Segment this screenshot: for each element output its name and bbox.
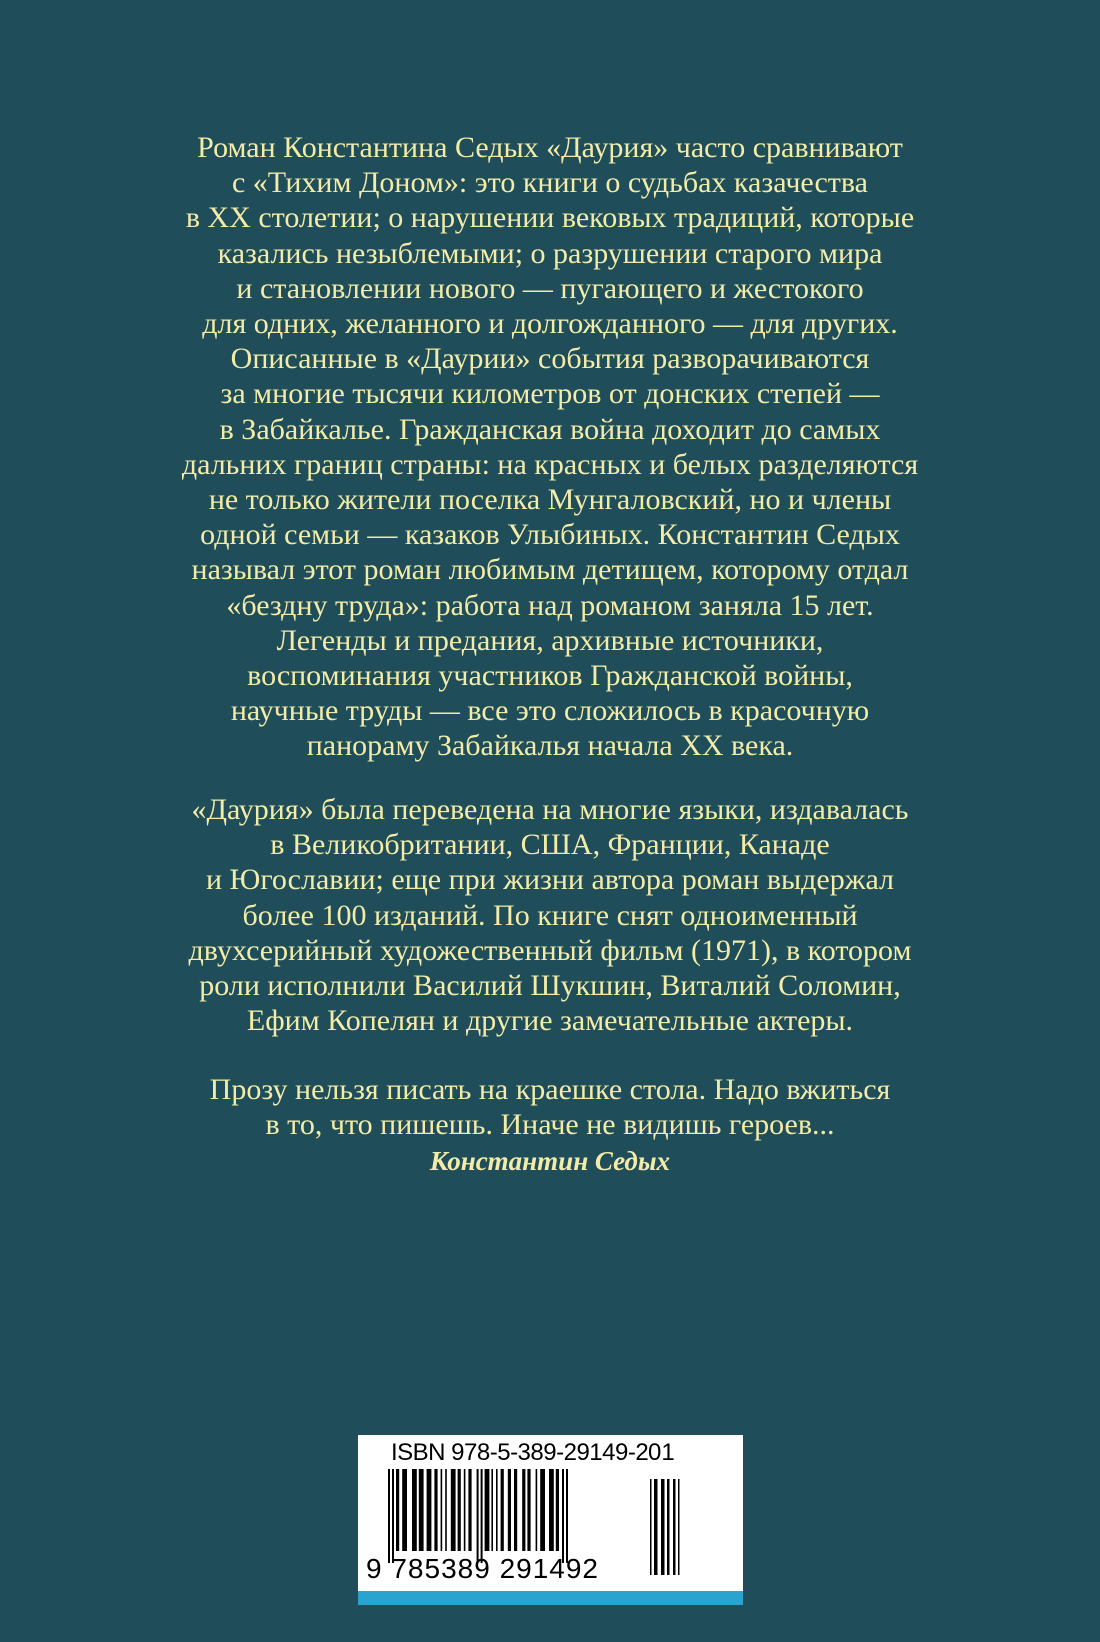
barcode-bar [661, 1479, 665, 1575]
barcode-bar [441, 1469, 443, 1551]
barcode-bar [477, 1469, 479, 1563]
text-line: одной семьи — казаков Улыбиных. Константин Седых [200, 518, 900, 552]
barcode-bar [412, 1469, 417, 1551]
text-line: для одних, желанного и долгожданного — для других. [202, 307, 898, 341]
barcode-bar [481, 1469, 483, 1563]
text-line: с «Тихим Доном»: это книги о судьбах казачества [231, 166, 868, 200]
quote-line: в то, что пишешь. Иначе не видишь героев... [265, 1108, 835, 1142]
barcode-bar [667, 1479, 670, 1575]
barcode-bar [654, 1479, 658, 1575]
text-line: воспоминания участников Гражданской войны, [247, 659, 853, 693]
barcode-bar [508, 1469, 511, 1551]
isbn-label: ISBN 978-5-389-29149-2 [391, 1439, 649, 1466]
author-quote [90, 1072, 1010, 1180]
barcode-bar [396, 1469, 399, 1551]
isbn-barcode [358, 1435, 743, 1605]
barcode-bar [491, 1469, 493, 1551]
text-line: называл этот роман любимым детищем, которому отдал [191, 553, 909, 587]
barcode-bar [468, 1469, 471, 1551]
text-line: в XX столетии; о нарушении вековых традиций, которые [185, 201, 915, 235]
barcode-bar [445, 1469, 447, 1551]
barcode-addon-label: 01 [648, 1439, 675, 1466]
barcode-bar [673, 1479, 676, 1575]
text-line: за многие тысячи километров от донских степей — [220, 377, 880, 411]
text-line: дальних границ страны: на красных и белых разделяются [181, 447, 919, 481]
text-line: Роман Константина Седых «Даурия» часто сравнивают [197, 131, 903, 164]
barcode-bar [496, 1469, 498, 1551]
barcode-bar [527, 1469, 530, 1551]
quote-line: Прозу нельзя писать на краешке стола. Надо вжиться [209, 1073, 891, 1106]
barcode-color-strip [358, 1591, 743, 1605]
text-line: и Югославии; еще при жизни автора роман выдержал [205, 863, 894, 897]
text-line: Ефим Копелян и другие замечательные актеры. [246, 1004, 854, 1038]
text-line: и становлении нового — пугающего и жестокого [236, 271, 864, 305]
barcode-bar [458, 1469, 461, 1551]
text-line: более 100 изданий. По книге снят одноименный [242, 898, 858, 932]
barcode-bar [540, 1469, 545, 1551]
annotation-paragraph-1 [90, 130, 1010, 764]
barcode-bar [434, 1469, 437, 1551]
text-line: роли исполнили Василий Шукшин, Виталий Соломин, [199, 969, 901, 1003]
ean-digits: 9 785389 291492 [366, 1553, 599, 1584]
barcode-bar [536, 1469, 538, 1551]
text-line: в Великобритании, США, Франции, Канаде [270, 828, 830, 862]
barcode-bar [419, 1469, 424, 1551]
barcode-bar [402, 1469, 407, 1551]
barcode-bar [650, 1479, 652, 1575]
annotation-paragraph-2 [90, 792, 1010, 1038]
barcode-bar [451, 1469, 456, 1551]
barcode-bar [566, 1469, 568, 1563]
barcode-bar [485, 1469, 490, 1551]
text-line: казались незыблемыми; о разрушении старого мира [217, 236, 883, 270]
barcode-bar [392, 1469, 394, 1563]
barcode-bar [427, 1469, 432, 1551]
barcode-bar [562, 1469, 564, 1563]
barcode-bar [522, 1469, 525, 1551]
text-line: панораму Забайкалья начала XX века. [306, 729, 794, 763]
text-line: научные труды — все это сложилось в красочную [230, 694, 870, 728]
barcode-bar [678, 1479, 680, 1575]
text-line: не только жители поселка Мунгаловский, но и члены [208, 483, 892, 517]
text-line: Легенды и предания, архивные источники, [276, 623, 824, 657]
barcode-bar [556, 1469, 559, 1551]
text-line: «бездну труда»: работа над романом заняла 15 лет. [226, 588, 874, 622]
barcode-bar [514, 1469, 517, 1551]
quote-author: Константин Седых [429, 1146, 671, 1177]
text-line: «Даурия» была переведена на многие языки, издавалась [191, 793, 909, 826]
barcode-bar [501, 1469, 504, 1551]
barcode-bar [549, 1469, 554, 1551]
text-line: в Забайкалье. Гражданская война доходит до самых [219, 412, 881, 446]
barcode-bar [464, 1469, 466, 1551]
text-line: двухсерийный художественный фильм (1971), в котором [188, 933, 912, 967]
text-line: Описанные в «Даурии» события разворачиваются [230, 342, 870, 376]
barcode-bar [388, 1469, 390, 1563]
